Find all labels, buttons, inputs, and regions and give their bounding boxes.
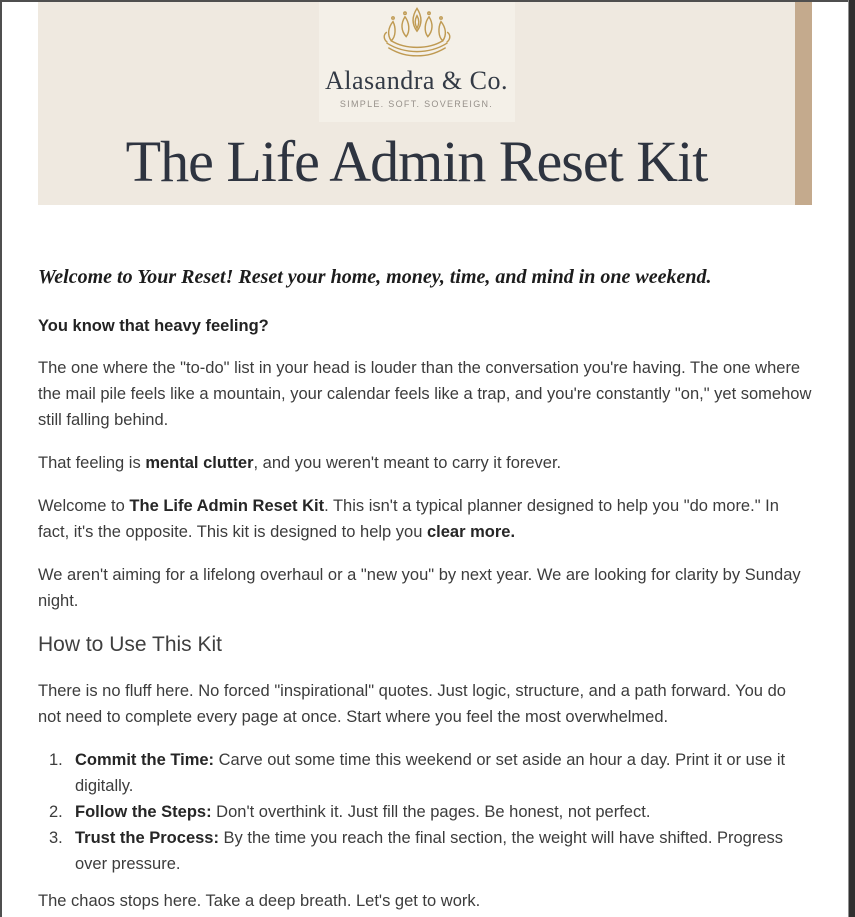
text-segment-bold: clear more.	[426, 523, 516, 541]
list-item	[38, 825, 812, 877]
section-heading-how-to: How to Use This Kit	[38, 633, 223, 656]
list-item	[38, 799, 812, 825]
text-segment-bold: The Life Admin Reset Kit	[129, 497, 325, 515]
hook-heading: You know that heavy feeling?	[38, 317, 269, 335]
crown-icon	[365, 6, 469, 66]
brand-name: Alasandra & Co.	[325, 66, 508, 95]
list-item-number: 2.	[49, 803, 63, 821]
text-segment: Carve out some time this weekend or set aside an hour a day. Print it or use it digitally.	[75, 751, 786, 795]
text-segment: . This isn't a typical planner designed to help you "do more." In fact, it's the opposite. This kit is designed to help you	[38, 497, 779, 541]
paragraph-heavy-feeling: The one where the "to-do" list in your head is louder than the conversation you're having. The one where the mail pile feels like a mountain, your calendar feels like a trap, and you're constantly "on," yet somehow still falling behind.	[38, 359, 812, 429]
document-body	[38, 205, 812, 914]
list-item-text	[75, 799, 812, 825]
brand-logo-block	[319, 2, 515, 122]
paragraph-no-fluff: There is no fluff here. No forced "inspirational" quotes. Just logic, structure, and a path forward. You do not need to complete every page at once. Start where you feel the most overwhelmed.	[38, 682, 786, 726]
paragraph-mental-clutter	[38, 450, 812, 476]
list-item-text	[75, 747, 812, 799]
text-segment: That feeling is	[38, 454, 146, 472]
brand-tagline: SIMPLE. SOFT. SOVEREIGN.	[339, 99, 494, 109]
text-segment: By the time you reach the final section, the weight will have shifted. Progress over pressure.	[75, 829, 784, 873]
scrollbar[interactable]	[848, 0, 855, 917]
list-item-number: 3.	[49, 829, 63, 847]
text-segment-bold: mental clutter	[145, 454, 254, 472]
text-segment: Don't overthink it. Just fill the pages. Be honest, not perfect.	[211, 803, 651, 821]
list-item-lead: Trust the Process:	[75, 829, 219, 847]
text-segment: Welcome to	[38, 497, 130, 515]
window-left-border	[0, 0, 2, 917]
paragraph-welcome-kit	[38, 493, 812, 545]
window-top-border	[0, 0, 855, 2]
how-to-steps-list	[38, 747, 812, 877]
text-segment: , and you weren't meant to carry it forever.	[253, 454, 562, 472]
list-item	[38, 747, 812, 799]
list-item-lead: Follow the Steps:	[75, 803, 212, 821]
list-item-text	[75, 825, 812, 877]
document-page	[38, 2, 812, 914]
list-item-number: 1.	[49, 751, 63, 769]
header-main	[38, 2, 795, 205]
closing-line: The chaos stops here. Take a deep breath. Let's get to work.	[38, 892, 481, 910]
list-item-lead: Commit the Time:	[75, 751, 215, 769]
paragraph-clarity: We aren't aiming for a lifelong overhaul or a "new you" by next year. We are looking for clarity by Sunday night.	[38, 566, 801, 610]
document-header	[38, 2, 812, 205]
page-title: The Life Admin Reset Kit	[125, 129, 708, 194]
header-accent-strip	[795, 2, 812, 205]
intro-tagline: Welcome to Your Reset! Reset your home, money, time, and mind in one weekend.	[38, 266, 712, 288]
